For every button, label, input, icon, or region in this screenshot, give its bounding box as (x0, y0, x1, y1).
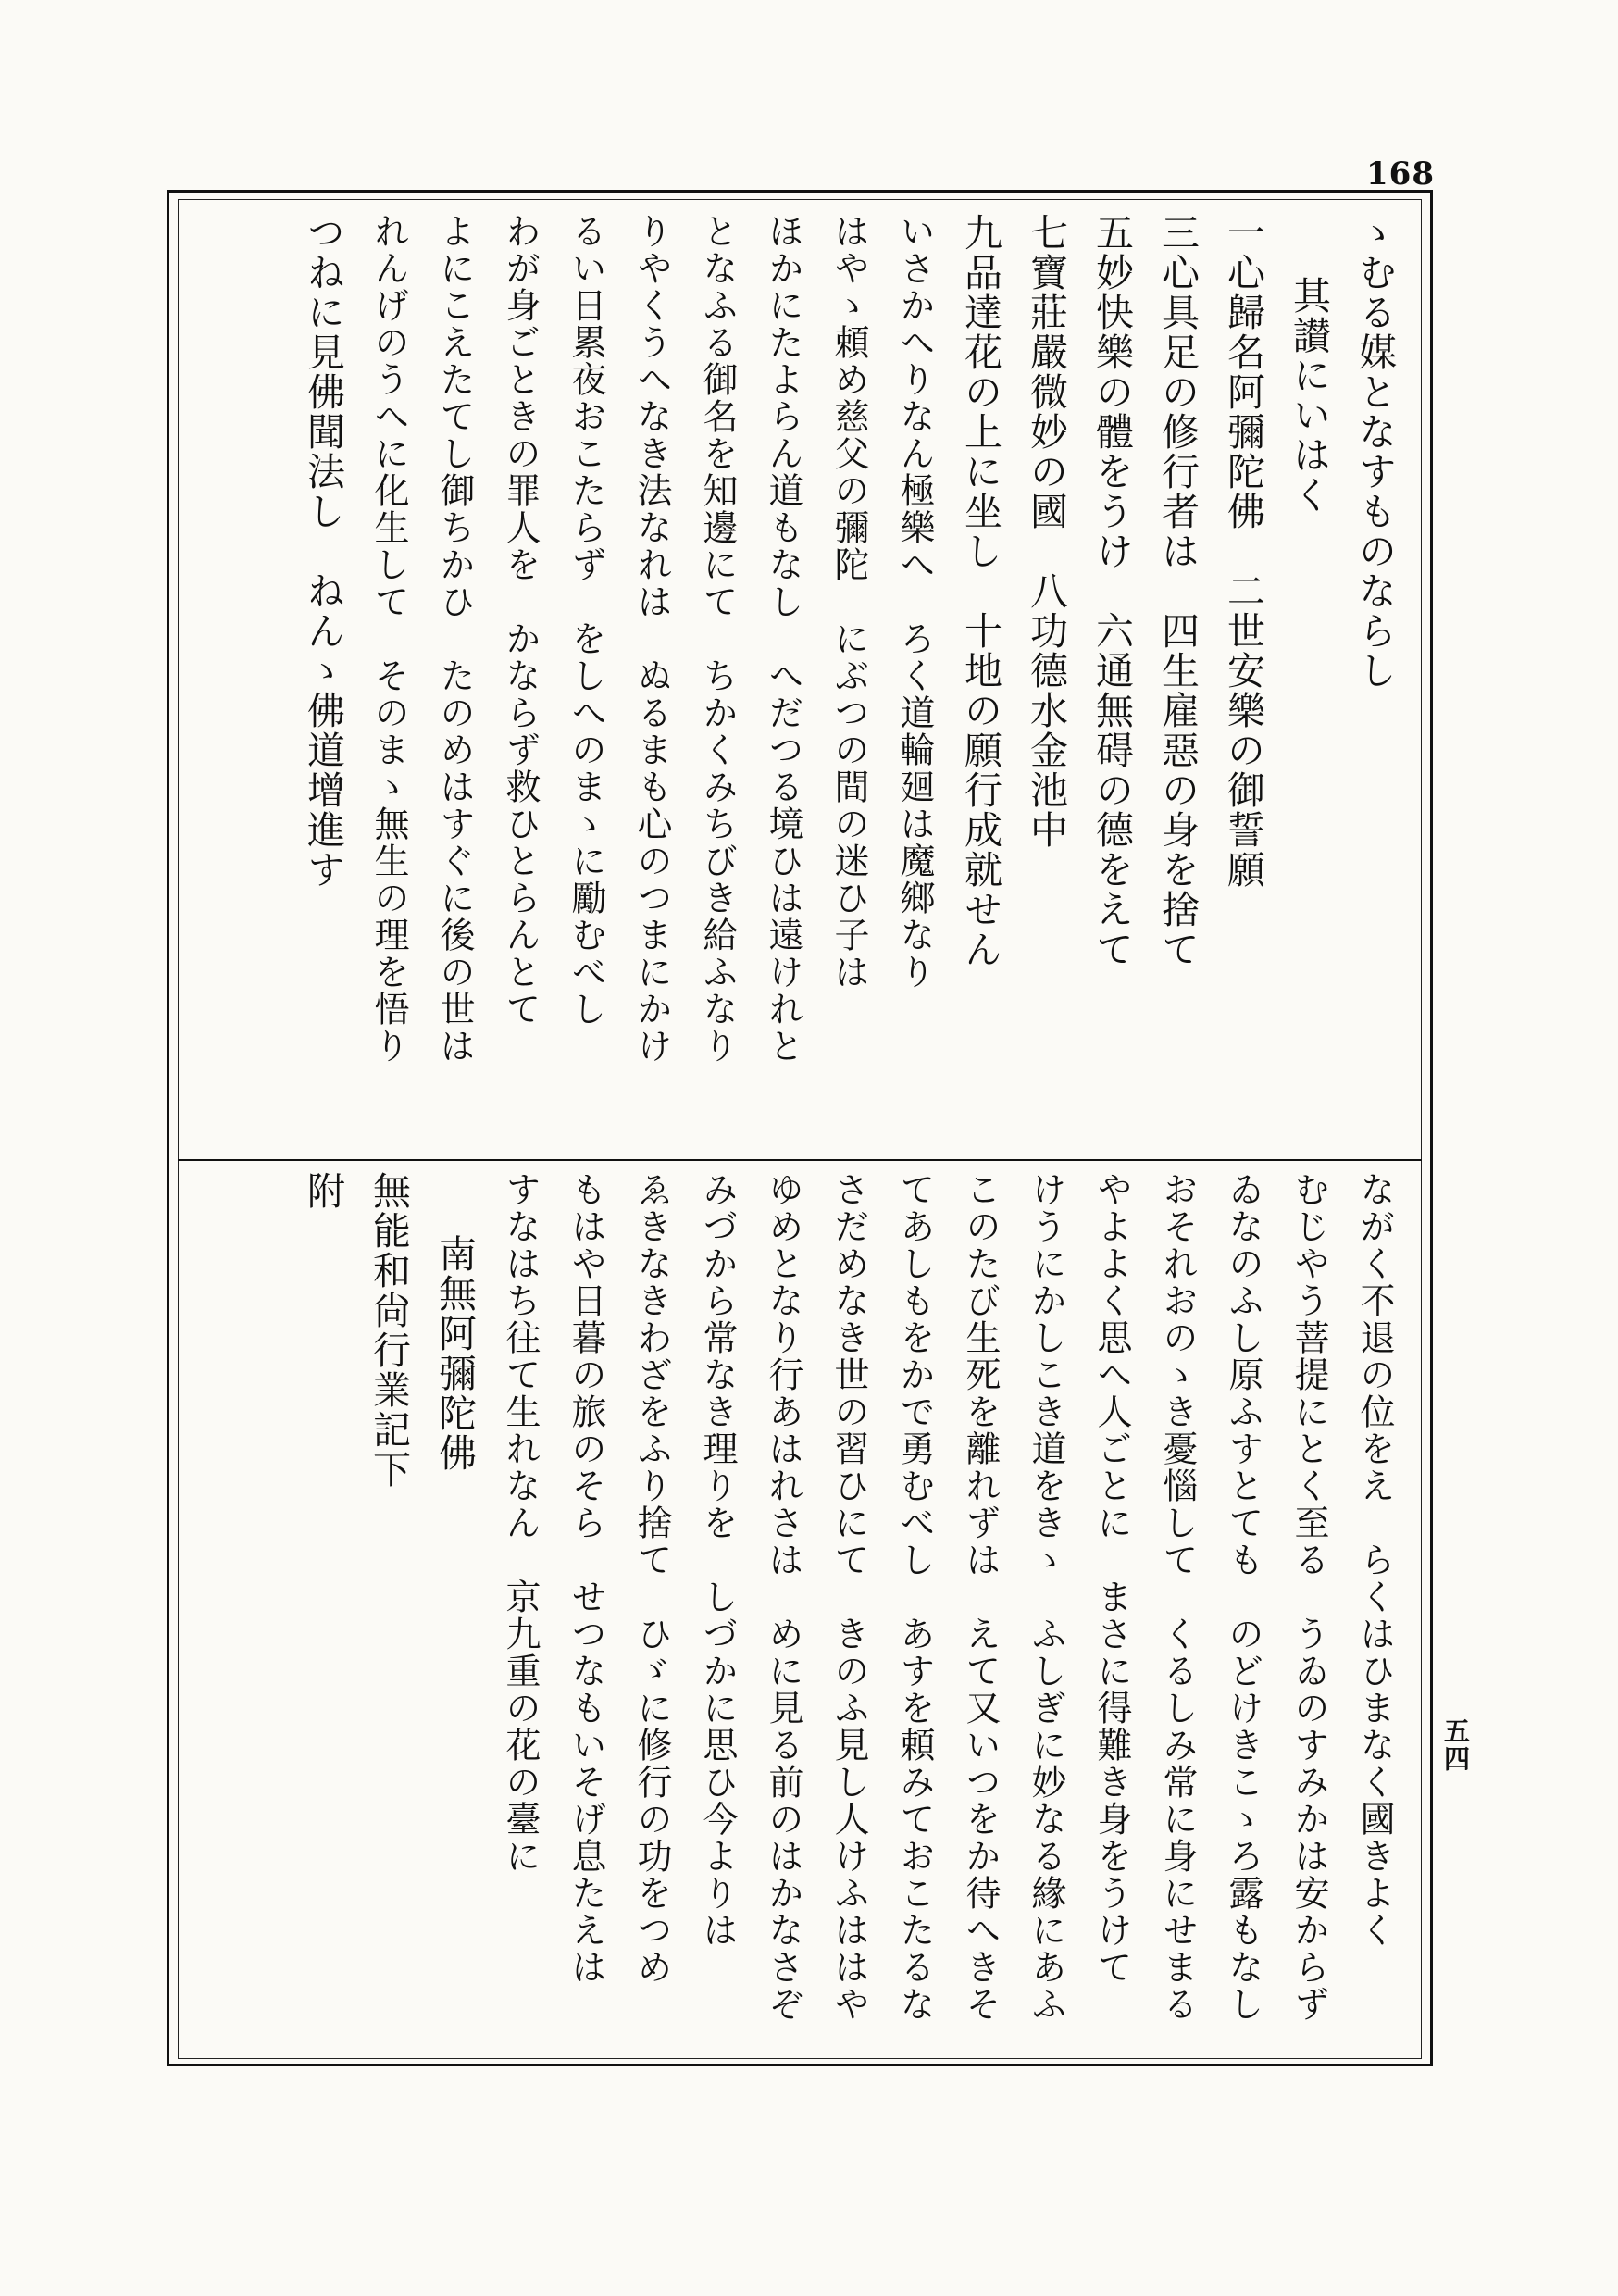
text-column: 南無阿彌陀佛 (432, 1234, 477, 1473)
text-column: 七寶莊嚴微妙の國 八功德水金池中 (1024, 213, 1068, 850)
text-column: やよよく思へ人ごとに まさに得難き身をうけて (1091, 1171, 1132, 1986)
text-column: ながく不退の位をえ らくはひまなく國きよく (1354, 1171, 1395, 1949)
section-divider (178, 1159, 1422, 1161)
text-column: むじやう菩提にとく至る うゐのすみかは安からず (1288, 1171, 1329, 2023)
text-column: 五妙快樂の體をうけ 六通無碍の德をえて (1089, 213, 1134, 969)
text-column: 附 (301, 1171, 345, 1211)
text-column: てあしもをかで勇むべし あすを頼みておこたるな (894, 1171, 935, 2023)
text-column: 無能和尙行業記下 (367, 1171, 411, 1490)
text-column: 三心具足の修行者は 四生雇惡の身を捨て (1155, 213, 1200, 969)
text-column: このたび生死を離れずは えて又いつをか待へきそ (960, 1171, 1001, 2023)
lower-text-block (213, 1171, 1407, 2051)
text-column: みづから常なき理りを しづかに思ひ今よりは (697, 1171, 738, 1949)
text-column: となふる御名を知邊にて ちかくみちびき給ふなり (697, 213, 738, 1065)
text-column: はやゝ頼め慈父の彌陀 にぶつの間の迷ひ子は (828, 213, 869, 991)
text-column: 九品達花の上に坐し 十地の願行成就せん (958, 213, 1002, 969)
text-column: ゝむる媒となすものならし (1352, 213, 1397, 691)
text-column: ほかにたよらん道もなし へだつる境ひは遠けれと (763, 213, 803, 1065)
text-column: わが身ごときの罪人を かならず救ひとらんとて (500, 213, 541, 1028)
text-column: ゑきなきわざをふり捨て ひゞに修行の功をつめ (631, 1171, 672, 1986)
text-column: いさかへりなん極樂へ ろく道輪廻は魔鄉なり (894, 213, 935, 991)
upper-text-block (213, 213, 1407, 1143)
text-column: 其讃にいはく (1287, 276, 1331, 515)
text-column: りやくうへなき法なれは ぬるまも心のつまにかけ (631, 213, 672, 1065)
text-column: もはや日暮の旅のそら せつなもいそげ息たえは (566, 1171, 606, 1986)
text-column: れんげのうへに化生して そのまゝ無生の理を悟り (368, 213, 409, 1065)
text-column: けうにかしこき道をきゝ ふしぎに妙なる緣にあふ (1026, 1171, 1066, 2023)
text-column: つねに見佛聞法し ねんゝ佛道增進す (301, 213, 345, 890)
text-column: ゐなのふし原ふすとても のどけきこゝろ露もなし (1223, 1171, 1263, 2023)
text-column: よにこえたてし御ちかひ たのめはすぐに後の世は (434, 213, 475, 1065)
text-column: 一心歸名阿彌陀佛 二世安樂の御誓願 (1221, 213, 1265, 890)
text-column: すなはち往て生れなん 京九重の花の臺に (500, 1171, 541, 1875)
text-column: ゆめとなり行あはれさは めに見る前のはかなさぞ (763, 1171, 803, 2023)
text-column: るい日累夜おこたらず をしへのまゝに勵むべし (566, 213, 606, 1028)
text-column: さだめなき世の習ひにて きのふ見し人けふははや (828, 1171, 869, 2023)
section-number: 五四 (1440, 1717, 1471, 1773)
page-number: 168 (1366, 156, 1435, 193)
text-column: おそれおのゝき憂惱して くるしみ常に身にせまる (1157, 1171, 1198, 2023)
